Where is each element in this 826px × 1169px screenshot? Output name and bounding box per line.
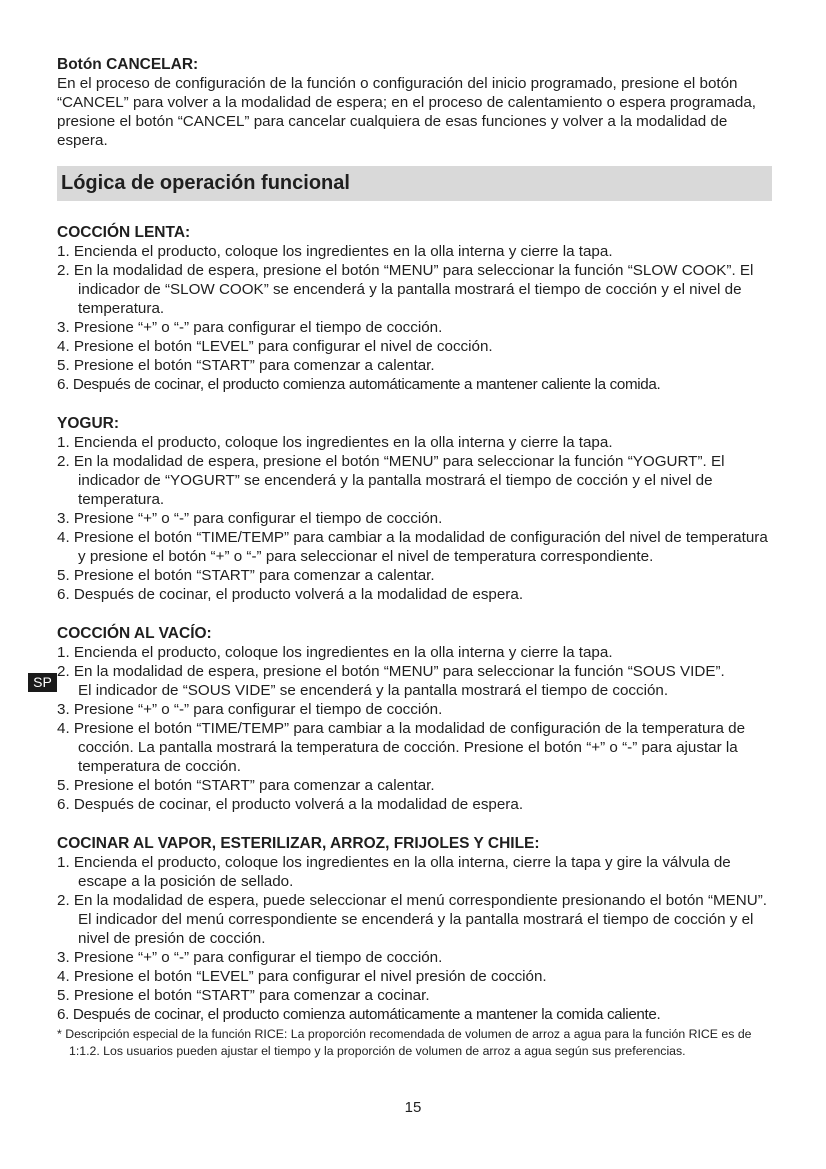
list-item: 6. Después de cocinar, el producto comienza automáticamente a mantener la comida caliente. xyxy=(57,1006,661,1023)
list-item: 6. Después de cocinar, el producto comienza automáticamente a mantener caliente la comida. xyxy=(57,376,661,393)
list-item-continuation: El indicador de “SOUS VIDE” se encenderá y la pantalla mostrará el tiempo de cocción. xyxy=(78,682,669,699)
list-item: 5. Presione el botón “START” para comenzar a calentar. xyxy=(57,567,435,584)
list-item: 1. Encienda el producto, coloque los ingredientes en la olla interna, cierre la tapa y gire la válvula de escape a la posición de sellado. xyxy=(57,854,731,890)
language-tab: SP xyxy=(28,673,57,692)
steam-rice-beans-section xyxy=(57,834,772,1060)
list-item: 2. En la modalidad de espera, presione el botón “MENU” para seleccionar la función “YOGURT”. El indicador de “YOGURT” se encenderá y la pantalla mostrará el tiempo de cocción y el nivel de temperatura. xyxy=(57,453,725,508)
list-item: 2. En la modalidad de espera, presione el botón “MENU” para seleccionar la función “SLOW COOK”. El indicador de “SLOW COOK” se encenderá y la pantalla mostrará el tiempo de cocción y el nivel de temperatura. xyxy=(57,262,754,317)
page-number: 15 xyxy=(404,1099,422,1116)
sous-vide-steps xyxy=(57,643,772,814)
list-item: 1. Encienda el producto, coloque los ingredientes en la olla interna y cierre la tapa. xyxy=(57,434,613,451)
list-item: 5. Presione el botón “START” para comenzar a calentar. xyxy=(57,357,435,374)
cancel-button-description: En el proceso de configuración de la función o configuración del inicio programado, presione el botón “CANCEL” para volver a la modalidad de espera; en el proceso de calentamiento o espera programada, presione el botón “CANCEL” para cancelar cualquiera de esas funciones y volver a la modalidad de espera. xyxy=(57,75,757,149)
list-item: 4. Presione el botón “LEVEL” para configurar el nivel presión de cocción. xyxy=(57,968,547,985)
list-item: 6. Después de cocinar, el producto volverá a la modalidad de espera. xyxy=(57,796,524,813)
slow-cook-section xyxy=(57,223,772,394)
section-title-bar xyxy=(57,166,772,201)
list-item: 4. Presione el botón “LEVEL” para configurar el nivel de cocción. xyxy=(57,338,493,355)
list-item: 2. En la modalidad de espera, puede seleccionar el menú correspondiente presionando el botón “MENU”. El indicador del menú correspondiente se encenderá y la pantalla mostrará el tiempo de cocción y el nivel de presión de cocción. xyxy=(57,892,768,947)
list-item: 4. Presione el botón “TIME/TEMP” para cambiar a la modalidad de configuración del nivel de temperatura y presione el botón “+” o “-” para seleccionar el nivel de temperatura correspondiente. xyxy=(57,529,768,565)
list-item: 3. Presione “+” o “-” para configurar el tiempo de cocción. xyxy=(57,319,443,336)
list-item: 5. Presione el botón “START” para comenzar a cocinar. xyxy=(57,987,430,1004)
yogurt-heading: YOGUR: xyxy=(57,415,119,432)
steam-rice-beans-heading: COCINAR AL VAPOR, ESTERILIZAR, ARROZ, FRIJOLES Y CHILE: xyxy=(57,835,540,852)
list-item: 1. Encienda el producto, coloque los ingredientes en la olla interna y cierre la tapa. xyxy=(57,644,613,661)
list-item: 3. Presione “+” o “-” para configurar el tiempo de cocción. xyxy=(57,949,443,966)
sous-vide-heading: COCCIÓN AL VACÍO: xyxy=(57,625,212,642)
slow-cook-steps xyxy=(57,242,772,394)
list-item: 3. Presione “+” o “-” para configurar el tiempo de cocción. xyxy=(57,701,443,718)
list-item: 1. Encienda el producto, coloque los ingredientes en la olla interna y cierre la tapa. xyxy=(57,243,613,260)
yogurt-steps xyxy=(57,433,772,604)
section-title: Lógica de operación funcional xyxy=(61,172,350,194)
list-item: 4. Presione el botón “TIME/TEMP” para cambiar a la modalidad de configuración de la temperatura de cocción. La pantalla mostrará la temperatura de cocción. Presione el botón “+” o “-” para ajustar la temperatura de cocción. xyxy=(57,720,746,775)
list-item: 5. Presione el botón “START” para comenzar a calentar. xyxy=(57,777,435,794)
yogurt-section xyxy=(57,414,772,604)
rice-function-note: * Descripción especial de la función RICE: La proporción recomendada de volumen de arroz a agua para la función RICE es de 1:1.2. Los usuarios pueden ajustar el tiempo y la proporción de volumen de arroz a agua según sus preferencias. xyxy=(57,1027,752,1058)
list-item: 2. En la modalidad de espera, presione el botón “MENU” para seleccionar la función “SOUS VIDE”. xyxy=(57,663,725,680)
list-item: 6. Después de cocinar, el producto volverá a la modalidad de espera. xyxy=(57,586,524,603)
sous-vide-section xyxy=(57,624,772,814)
steam-rice-beans-steps xyxy=(57,853,772,1024)
page-content xyxy=(57,55,772,1072)
slow-cook-heading: COCCIÓN LENTA: xyxy=(57,224,191,241)
cancel-button-heading: Botón CANCELAR: xyxy=(57,56,199,73)
list-item: 3. Presione “+” o “-” para configurar el tiempo de cocción. xyxy=(57,510,443,527)
